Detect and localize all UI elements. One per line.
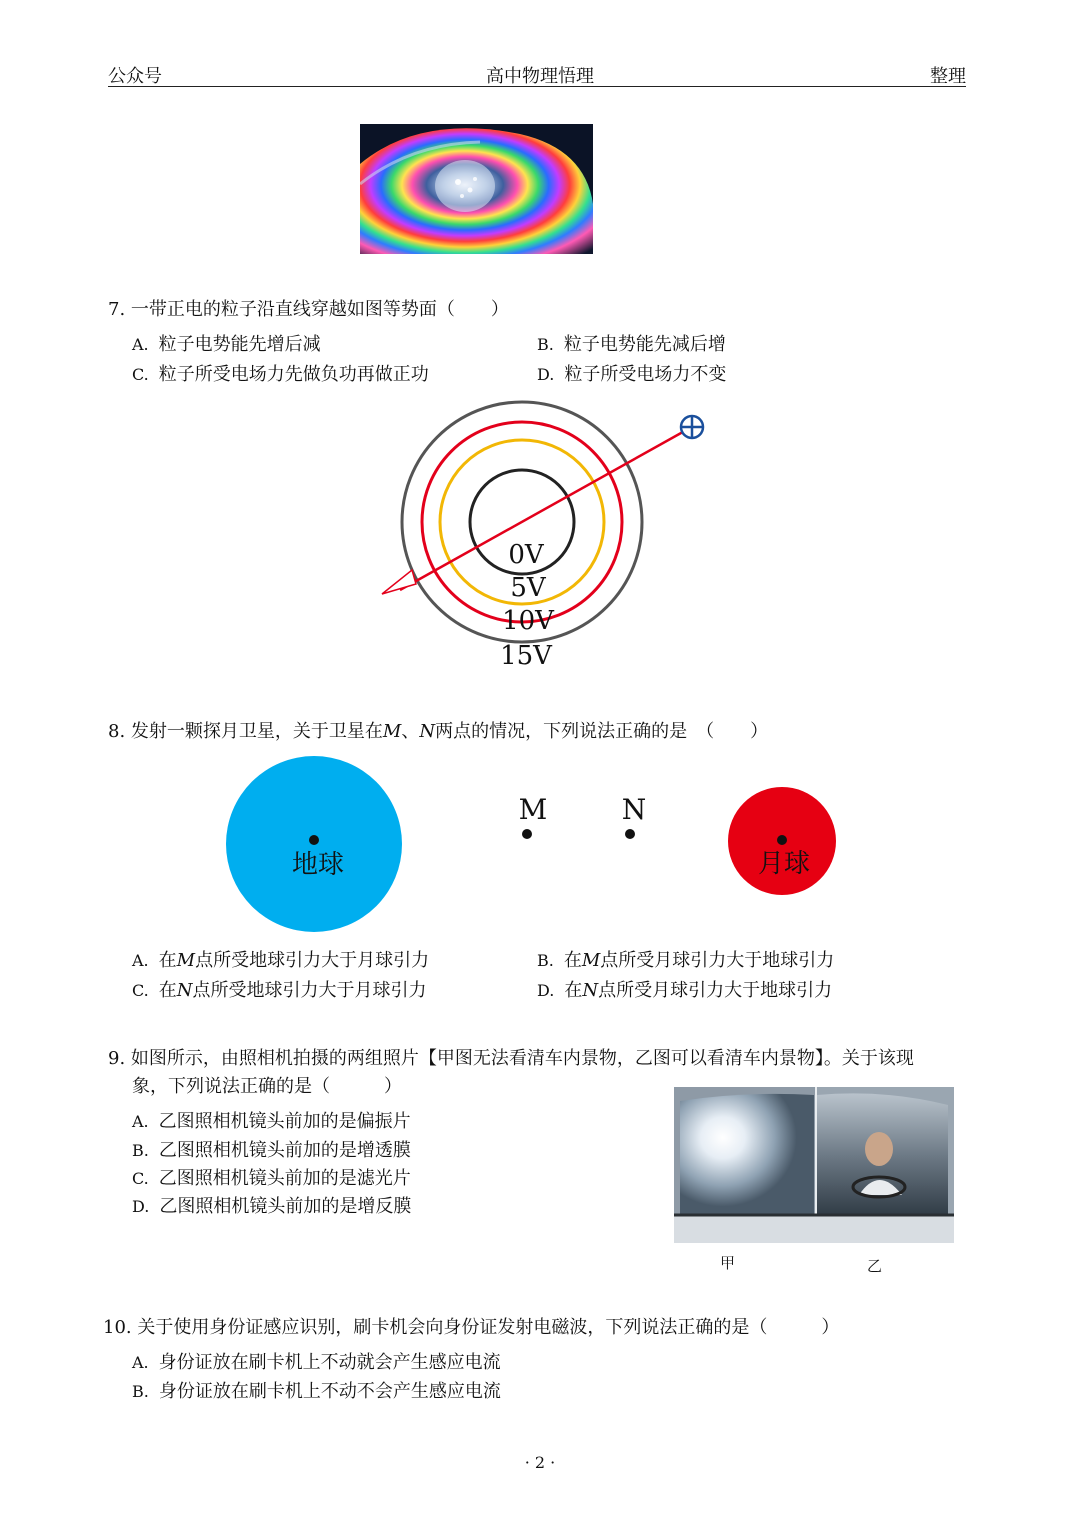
q8-option-b[interactable]: B. 在M点所受月球引力大于地球引力 (537, 950, 835, 971)
earth-center-dot (309, 835, 319, 845)
q9-option-d[interactable]: D. 乙图照相机镜头前加的是增反膜 (132, 1196, 412, 1217)
header-right: 整理 (930, 66, 966, 87)
q8-option-a[interactable]: A. 在M点所受地球引力大于月球引力 (132, 950, 430, 971)
q9-option-c[interactable]: C. 乙图照相机镜头前加的是滤光片 (132, 1168, 411, 1189)
header-center: 高中物理悟理 (486, 66, 594, 87)
q8-option-d[interactable]: D. 在N点所受月球引力大于地球引力 (537, 980, 833, 1001)
caption-yi: 乙 (867, 1257, 883, 1275)
q9-option-a[interactable]: A. 乙图照相机镜头前加的是偏振片 (132, 1111, 411, 1132)
equipotential-diagram (360, 400, 720, 680)
earth-label: 地球 (291, 850, 345, 880)
caption-jia: 甲 (720, 1254, 736, 1272)
q10-option-b[interactable]: B. 身份证放在刷卡机上不动不会产生感应电流 (132, 1381, 501, 1402)
earth-moon-diagram (220, 756, 860, 936)
moon-center-dot (777, 835, 787, 845)
q7-stem: 7. 一带正电的粒子沿直线穿越如图等势面（ ） (108, 299, 509, 320)
q7-option-b[interactable]: B. 粒子电势能先减后增 (537, 334, 726, 355)
moon-label: 月球 (757, 849, 811, 879)
label-5v: 5V (510, 573, 546, 603)
point-m-label: M (518, 793, 548, 826)
header-left: 公众号 (108, 66, 162, 87)
q7-option-c[interactable]: C. 粒子所受电场力先做负功再做正功 (132, 364, 429, 385)
q9-stem-line1: 9. 如图所示，由照相机拍摄的两组照片【甲图无法看清车内景物，乙图可以看清车内景物】。关于该现 (108, 1048, 914, 1069)
q8-stem: 8. 发射一颗探月卫星，关于卫星在M、N两点的情况，下列说法正确的是 （ ） (108, 721, 769, 742)
q7-option-d[interactable]: D. 粒子所受电场力不变 (537, 364, 727, 385)
label-0v: 0V (508, 540, 544, 570)
point-n-label: N (621, 793, 647, 826)
arrowhead (382, 570, 416, 594)
header-rule (108, 86, 966, 87)
q9-stem-line2: 象，下列说法正确的是（ ） (132, 1076, 402, 1097)
windshield-photos (674, 1087, 954, 1243)
positive-charge-icon (681, 416, 703, 438)
q10-option-a[interactable]: A. 身份证放在刷卡机上不动就会产生感应电流 (132, 1352, 501, 1373)
page-number: · 2 · (524, 1453, 556, 1472)
soap-film-interference-photo (360, 124, 593, 254)
q8-option-c[interactable]: C. 在N点所受地球引力大于月球引力 (132, 980, 427, 1001)
label-10v: 10V (502, 606, 554, 636)
label-15v: 15V (500, 641, 552, 671)
q7-option-a[interactable]: A. 粒子电势能先增后减 (132, 334, 321, 355)
point-n-dot (625, 829, 635, 839)
point-m-dot (522, 829, 532, 839)
trajectory-arrow (400, 428, 690, 590)
q9-option-b[interactable]: B. 乙图照相机镜头前加的是增透膜 (132, 1140, 411, 1161)
q10-stem: 10. 关于使用身份证感应识别，刷卡机会向身份证发射电磁波，下列说法正确的是（ ） (103, 1317, 840, 1338)
